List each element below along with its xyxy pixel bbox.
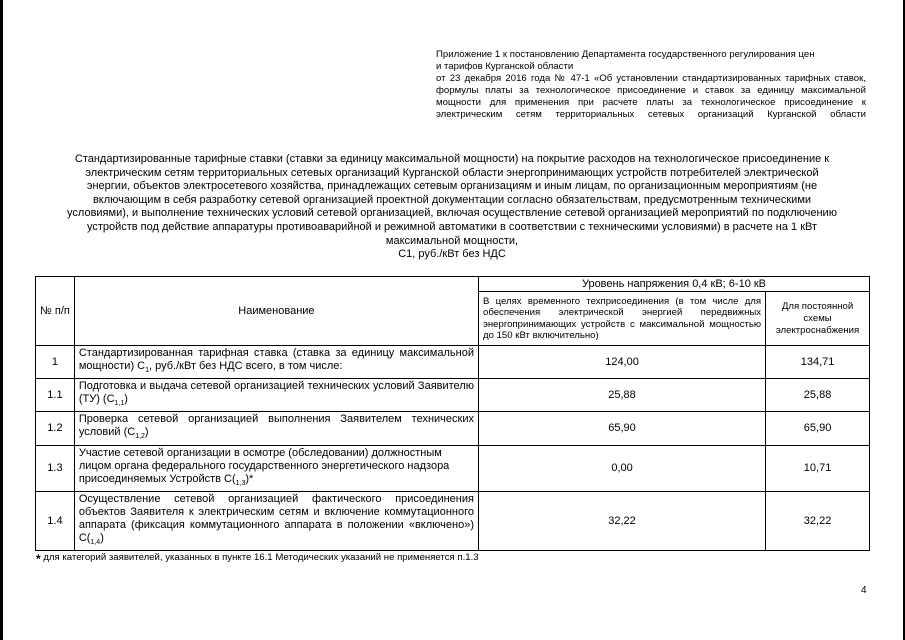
heading-line-1: Стандартизированные тарифные ставки (ставки за единицу максимальной мощности) на покрытие расходов на технологическое присоединение к	[74, 153, 830, 165]
table-row	[36, 379, 870, 412]
heading-line-4: включающим в себя разработку сетевой организацией проектной документации согласно обязательствам, предусмотренным техническими	[92, 193, 812, 206]
heading-line-3: энергии, объектов электросетевого хозяйства, принадлежащих сетевым организациям и иным лицам, по организационным мероприятиям (не	[86, 180, 818, 193]
row-temp-value: 124,00	[478, 346, 765, 379]
heading-line-6: устройств под действие аппаратуры противоаварийной и режимной автоматики в соответствии с техническими условиями) в расчете на 1 кВт	[86, 220, 818, 233]
table-row	[36, 445, 870, 491]
header-temporary: В целях временного техприсоединения (в том числе для обеспечения электрической энергией передвижных энергопринимающих устройств с максимальной мощностью до 150 кВт включительно)	[478, 292, 765, 346]
row-perm-value: 65,90	[766, 412, 870, 445]
appendix-line-2: и тарифов Курганской области	[436, 61, 574, 72]
table-row	[36, 491, 870, 550]
row-no: 1.2	[36, 412, 75, 445]
table-header-row	[36, 277, 870, 292]
header-permanent: Для постоянной схемы электроснабжения	[766, 292, 870, 346]
row-name: Подготовка и выдача сетевой организацией технических условий Заявителю (ТУ) $(С_{1,1})$	[74, 379, 478, 412]
appendix-note	[436, 49, 866, 121]
row-name: Осуществление сетевой организацией фактического присоединения объектов Заявителя к электрическим сетям и включение коммутационного аппарата (фиксация коммутационного аппарата в положении «включено») $С(_{1,4})$	[74, 491, 478, 550]
row-temp-value: 32,22	[478, 491, 765, 550]
document-heading	[28, 153, 876, 262]
table-row	[36, 346, 870, 379]
heading-line-5: условиями), и выполнение технических условий сетевой организацией, включая осуществление сетевой организацией мероприятий по подключению	[67, 207, 837, 220]
header-name: Наименование	[74, 277, 478, 346]
row-no: 1.4	[36, 491, 75, 550]
row-name: Проверка сетевой организацией выполнения Заявителем технических условий $(С_{1,2})$	[74, 412, 478, 445]
footnote-asterisk: *	[36, 552, 41, 566]
row-perm-value: 32,22	[766, 491, 870, 550]
row-perm-value: 134,71	[766, 346, 870, 379]
row-temp-value: 25,88	[478, 379, 765, 412]
header-no: № п/п	[36, 277, 75, 346]
row-no: 1	[36, 346, 75, 379]
row-temp-value: 65,90	[478, 412, 765, 445]
header-voltage: Уровень напряжения 0,4 кВ; 6-10 кВ	[478, 277, 869, 292]
heading-line-7: максимальной мощности,	[385, 234, 519, 247]
row-temp-value: 0,00	[478, 445, 765, 491]
heading-line-2: электрическим сетям территориальных сетевых организаций Курганской области энергопринимающих устройств потребителей электрической	[85, 166, 819, 179]
appendix-line-1: Приложение 1 к постановлению Департамента государственного регулирования цен	[436, 49, 815, 60]
row-no: 1.1	[36, 379, 75, 412]
row-perm-value: 10,71	[766, 445, 870, 491]
table-row	[36, 412, 870, 445]
row-name: Стандартизированная тарифная ставка (ставка за единицу максимальной мощности) $С_1$, руб./кВт без НДС всего, в том числе:	[74, 346, 478, 379]
appendix-line-3: от 23 декабря 2016 года № 47-1 «Об установлении стандартизированных тарифных ставок, формулы платы за технологическое присоединение и ставок за единицу максимальной мощности для применения при расчете платы за технологическое присоединение к электрическим сетям территориальных сетевых организаций Курганской области	[436, 73, 866, 120]
page-number: 4	[861, 585, 867, 596]
footnote-text: для категорий заявителей, указанных в пункте 16.1 Методических указаний не применяется п.1.3	[43, 552, 479, 563]
scan-edge-left	[0, 0, 3, 640]
footnote	[36, 552, 479, 566]
tariff-table	[35, 276, 870, 551]
row-perm-value: 25,88	[766, 379, 870, 412]
row-name: Участие сетевой организации в осмотре (обследовании) должностным лицом органа федерального государственного энергетического надзора присоединяемых Устройств $С(_{1,3})*$	[74, 445, 478, 491]
row-no: 1.3	[36, 445, 75, 491]
heading-line-8: С1, руб./кВт без НДС	[398, 248, 506, 261]
